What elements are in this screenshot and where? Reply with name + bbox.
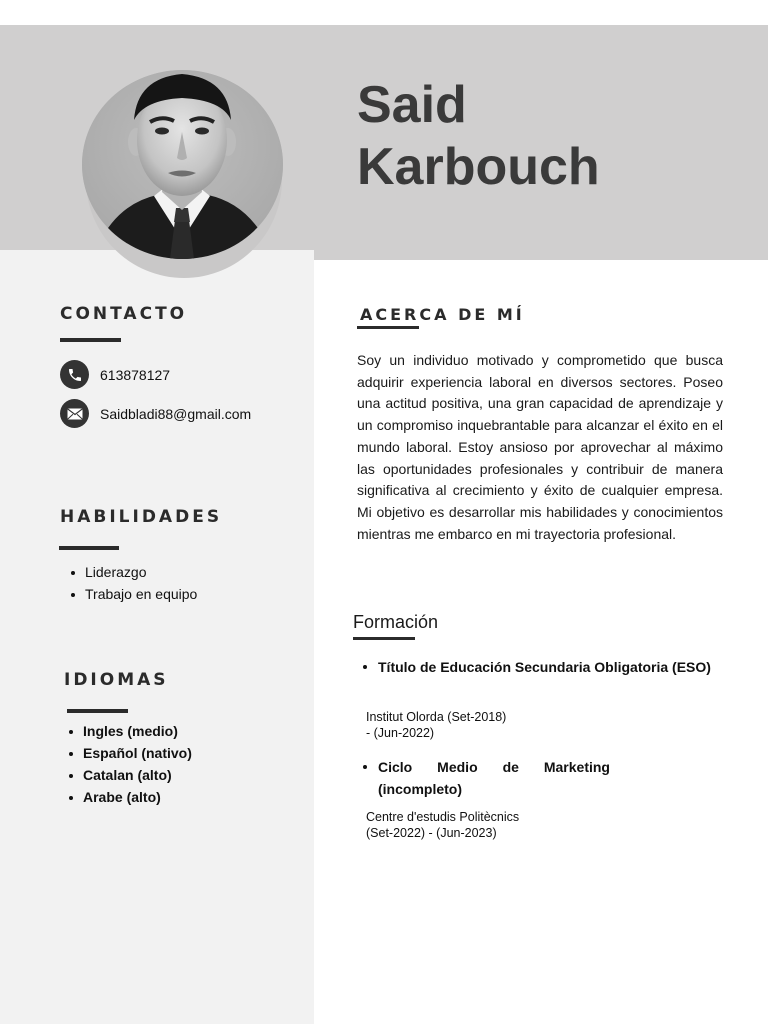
contact-email-row <box>60 399 251 428</box>
contact-phone-row <box>60 360 170 389</box>
education-item-school: Centre d'estudis Politècnics <box>366 810 520 824</box>
list-item: Ingles (medio) <box>67 720 192 742</box>
about-section-title: ACERCA DE MÍ <box>360 305 525 324</box>
languages-title-underline <box>67 709 128 713</box>
skills-section-title: HABILIDADES <box>60 507 223 527</box>
education-section-title: Formación <box>353 612 439 632</box>
education-item-dates: - (Jun-2022) <box>366 726 435 740</box>
education-item-dates: (Set-2022) - (Jun-2023) <box>366 826 497 840</box>
envelope-icon <box>60 399 89 428</box>
candidate-name <box>357 74 600 198</box>
contact-section-title: CONTACTO <box>60 304 188 324</box>
skills-list <box>69 561 197 605</box>
list-item: Liderazgo <box>69 561 197 583</box>
skills-title-underline <box>59 546 119 550</box>
list-item: Arabe (alto) <box>67 786 192 808</box>
education-item-school: Institut Olorda (Set-2018) <box>366 710 507 724</box>
languages-list <box>67 720 192 808</box>
about-title-underline <box>357 326 419 329</box>
email-address: Saidbladi88@gmail.com <box>100 405 252 422</box>
phone-number: 613878127 <box>100 366 171 383</box>
education-item-title: Título de Educación Secundaria Obligatoria (ESO) <box>378 656 712 678</box>
list-item: Trabajo en equipo <box>69 583 197 605</box>
list-item: Español (nativo) <box>67 742 192 764</box>
education-item-title: Ciclo Medio de Marketing (incompleto) <box>378 756 610 800</box>
education-title-underline <box>353 637 415 640</box>
list-item: Catalan (alto) <box>67 764 192 786</box>
phone-icon <box>60 360 89 389</box>
first-name: Said <box>357 76 467 134</box>
about-text: Soy un individuo motivado y comprometido que busca adquirir experiencia laboral en diversos sectores. Poseo una actitud positiva, una gran capacidad de aprendizaje y un compromiso inquebrantable para alcanzar el éxito en el mundo laboral. Estoy ansioso por aprovechar al máximo las oportunidades profesionales y contribuir de manera significativa al crecimiento y éxito de cualquier empresa. Mi objetivo es desarrollar mis habilidades y conocimientos mientras me embarco en mi trayectoria profesional. <box>357 352 723 542</box>
portrait-image <box>82 70 283 259</box>
contact-title-underline <box>60 338 121 342</box>
last-name: Karbouch <box>357 138 600 196</box>
languages-section-title: IDIOMAS <box>64 670 169 690</box>
profile-photo <box>82 70 283 259</box>
